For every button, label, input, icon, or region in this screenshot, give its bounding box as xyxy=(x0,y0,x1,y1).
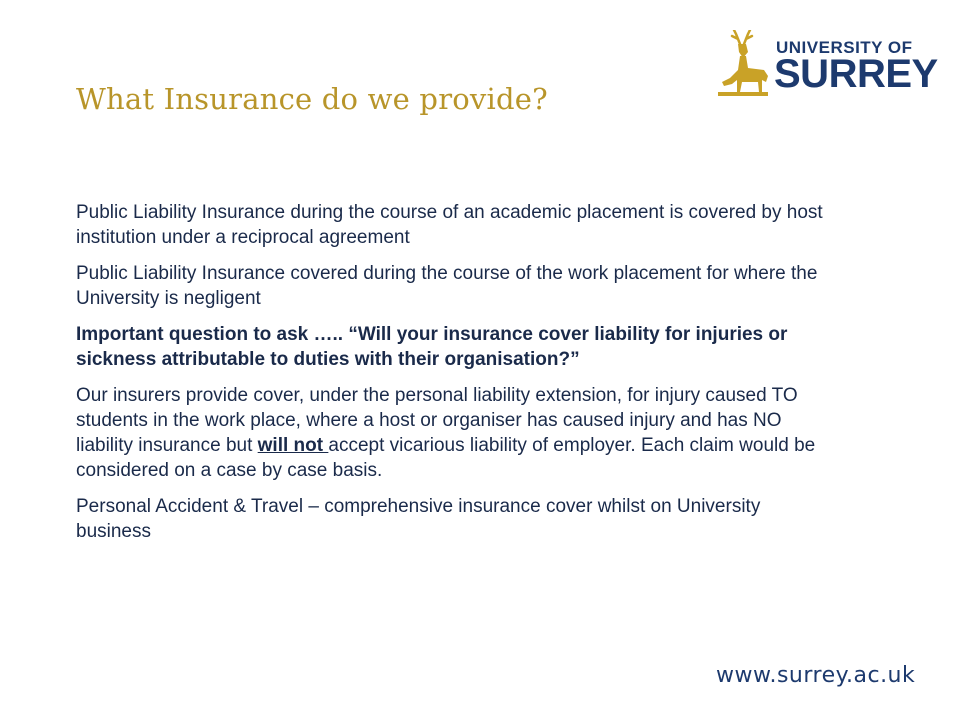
paragraph-personal-accident: Personal Accident & Travel – comprehensive insurance cover whilst on University business xyxy=(76,496,761,542)
insurers-cover-text-start: Our insurers provide cover, under the personal liability extension, for injury caused TO students in the work place, where a host or organiser has caused injury and has NO liability insurance but xyxy=(76,385,798,456)
paragraph-academic-placement: Public Liability Insurance during the course of an academic placement is covered by host institution under a reciprocal agreement xyxy=(76,202,823,248)
paragraph-insurers-cover xyxy=(76,383,836,483)
logo-university-of: UNIVERSITY OF xyxy=(776,38,913,57)
insurers-cover-text-end: accept vicarious liability of employer. Each claim would be considered on a case by case basis. xyxy=(76,435,816,481)
slide-body xyxy=(76,200,836,555)
university-logo xyxy=(712,30,938,100)
paragraph-important-question: Important question to ask ….. “Will your insurance cover liability for injuries or sickness attributable to duties with their organisation?” xyxy=(76,324,788,370)
stag-icon xyxy=(712,30,772,98)
will-not-emphasis: will not xyxy=(257,435,329,456)
logo-surrey: SURREY xyxy=(774,52,938,96)
paragraph-work-placement: Public Liability Insurance covered during the course of the work placement for where the University is negligent xyxy=(76,263,818,309)
footer-url: www.surrey.ac.uk xyxy=(716,663,916,688)
slide-title: What Insurance do we provide? xyxy=(76,82,548,116)
